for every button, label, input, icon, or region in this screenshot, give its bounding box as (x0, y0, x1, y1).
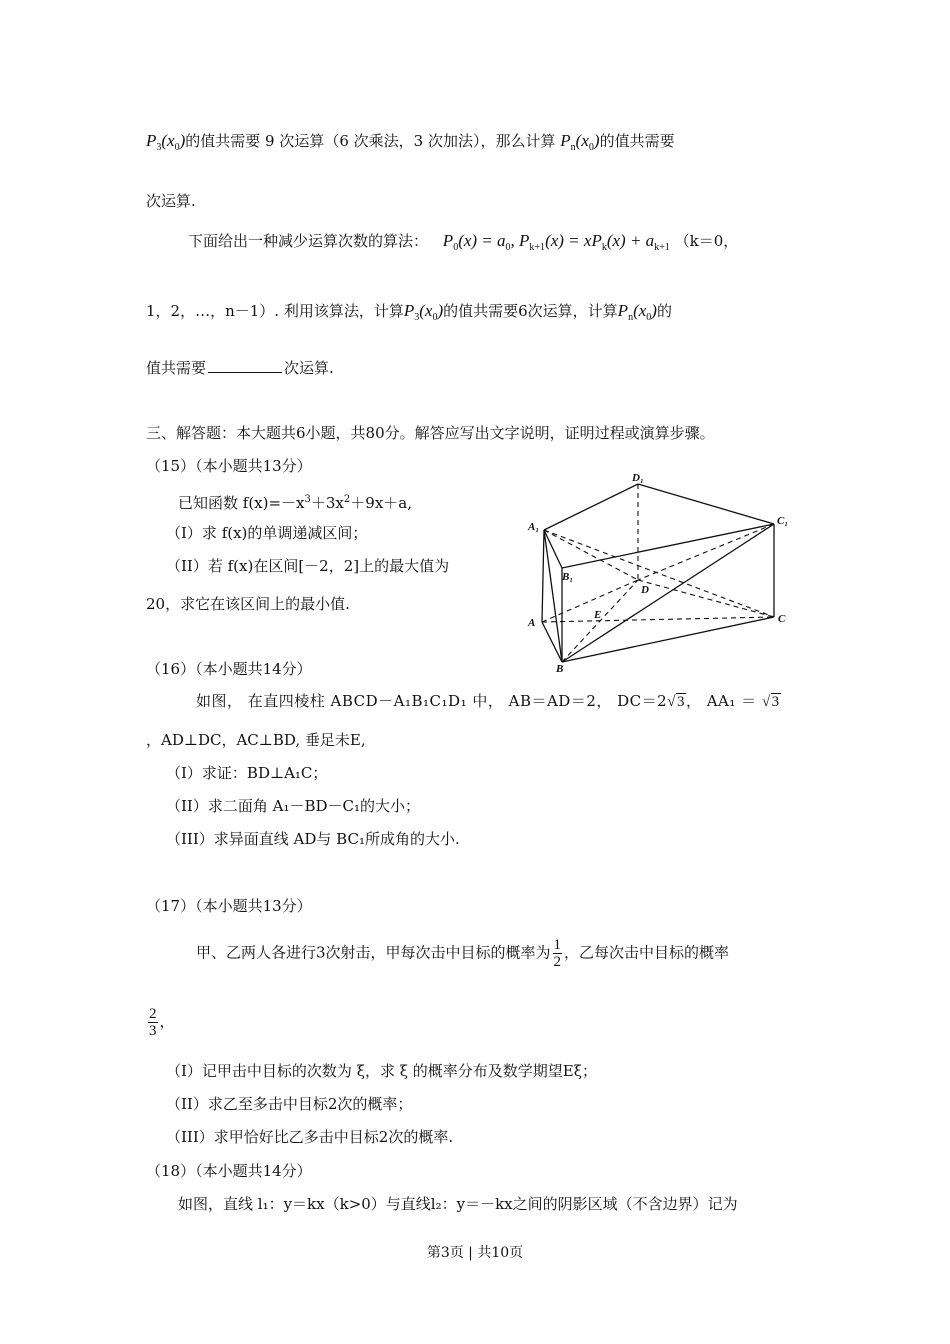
q15-part-2-cont: 20，求它在该区间上的最小值. (146, 595, 350, 613)
label-b1: B₁ (562, 571, 574, 583)
line-4: 1，2，…，n－1）. 利用该算法，计算$P_3(x_0)$的值共需要6次运算，计算$P_n(x_0)$的 (146, 301, 672, 323)
hidden-a1-c (544, 530, 774, 617)
line-1-text: 的值共需要 9 次运算（6 次乘法，3 次加法），那么计算 (185, 132, 556, 150)
label-b: B (556, 663, 564, 674)
section-3-heading: 三、解答题：本大题共6小题，共80分。解答应写出文字说明，证明过程或演算步骤。 (146, 424, 715, 442)
diagonal-b-c1 (562, 524, 774, 662)
edge-c1-b1 (562, 524, 774, 568)
q16-part-1: （I）求证：BD⊥A₁C； (166, 764, 328, 782)
fraction-two-thirds: $\frac{2}{3}$ (149, 1006, 157, 1039)
q17-stem-cont: $\frac{2}{3}$ ， (149, 1006, 175, 1039)
edge-a1-a (542, 530, 544, 622)
fraction-one-half: $\frac{1}{2}$ (553, 937, 562, 970)
line-2: 次运算. (146, 192, 196, 210)
label-c: C (778, 613, 786, 625)
q16-part-2: （II）求二面角 A₁－BD－C₁的大小； (166, 797, 421, 815)
sqrt-3: √3 (667, 694, 685, 710)
label-e: E (594, 609, 602, 621)
line-1 (146, 130, 675, 159)
line-5: 值共需要 次运算. (146, 359, 334, 377)
q17-heading: （17）（本小题共13分） (146, 897, 312, 915)
q17-stem: 甲、乙两人各进行3次射击，甲每次击中目标的概率为 $\frac{1}{2}$ ，乙每次击中目标的概率 (196, 937, 730, 970)
prism-figure (524, 472, 794, 674)
q16-stem: 如图， 在直四棱柱 ABCD－A₁B₁C₁D₁ 中， AB＝AD＝2， DC＝2√3， AA₁ ＝ √3 (196, 692, 780, 710)
sqrt-3-b: √3 (761, 694, 780, 710)
q17-part-2: （II）求乙至多击中目标2次的概率； (166, 1095, 413, 1113)
label-a: A (528, 617, 536, 629)
edge-b-c (562, 617, 774, 662)
q16-stem-cont: ，AD⊥DC，AC⊥BD, 垂足未E, (146, 731, 366, 749)
hidden-a-c (542, 617, 774, 622)
answer-blank (208, 358, 282, 373)
label-d1: D₁ (632, 472, 644, 484)
q15-part-1: （I）求 f(x)的单调递减区间； (166, 524, 368, 542)
line-3: 下面给出一种减少运算次数的算法： $P_0(x) = a_0$, $P_{k+1}(x) = xP_k(x) + a_{k+1}$ （k＝0， (188, 231, 739, 253)
edge-a1-d1 (544, 484, 638, 530)
line-1-text-end: 的值共需要 (599, 132, 675, 150)
page-footer: 第3页 | 共10页 (426, 1245, 524, 1261)
hidden-c1-d (638, 524, 774, 580)
q17-part-3: （III）求甲恰好比乙多击中目标2次的概率. (166, 1128, 454, 1146)
label-c1: C₁ (777, 515, 789, 527)
label-d: D (641, 584, 649, 596)
q16-part-3: （III）求异面直线 AD与 BC₁所成角的大小. (166, 830, 460, 848)
pn-x0-expression: $P_n(x_0)$ (560, 131, 600, 153)
q18-heading: （18）（本小题共14分） (146, 1162, 312, 1180)
q15-heading: （15）（本小题共13分） (146, 457, 312, 475)
label-a1: A₁ (528, 521, 540, 533)
q17-part-1: （I）记甲击中目标的次数为 ξ，求 ξ 的概率分布及数学期望Eξ； (166, 1062, 597, 1080)
q15-stem: 已知函数 $f(x)=-x^3+3x^2+9x+a$, (178, 494, 412, 512)
hidden-a-d (542, 580, 638, 622)
p3-x0-expression: $P_3(x_0)$ (146, 131, 186, 153)
recurrence-formula: $P_0(x) = a_0$, $P_{k+1}(x) = xP_k(x) + a_{k+1}$ (442, 231, 670, 253)
q15-part-2: （II）若 f(x)在区间[－2，2]上的最大值为 (166, 557, 450, 575)
edge-d1-c1 (638, 484, 774, 524)
q16-heading: （16）（本小题共14分） (146, 660, 312, 678)
q18-stem: 如图，直线 l₁：y＝kx（k>0）与直线l₂：y＝－kx之间的阴影区域（不含边界）记为 (178, 1195, 738, 1213)
